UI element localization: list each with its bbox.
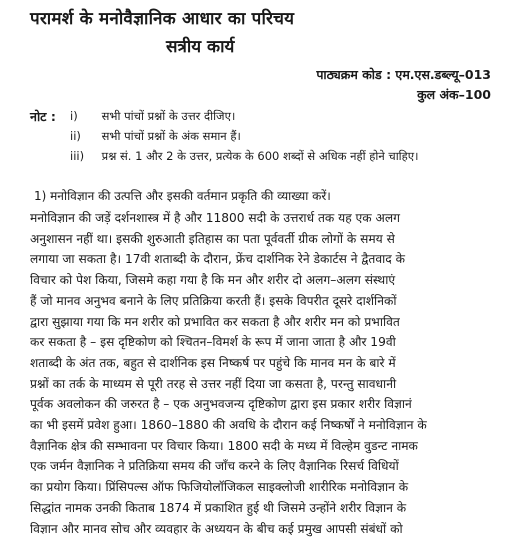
- note-label: नोट :: [30, 109, 56, 124]
- note-item-text: सभी पांचों प्रश्नों के अंक समान हैं।: [101, 129, 241, 143]
- note-item-number: iii): [70, 149, 85, 163]
- total-marks: कुल अंक–100: [417, 87, 491, 102]
- answer-line: विज्ञान और मानव सोच और व्यवहार के अध्ययन के बीच कई प्रमुख आपसी संबंधों को: [30, 521, 403, 536]
- note-item: [70, 129, 241, 144]
- answer-line: का प्रयोग किया। प्रिंसिपल्स ऑफ फिजियोलॉजिकल साइक्लोजी शारीरिक मनोविज्ञान के: [30, 480, 409, 495]
- answer-line: हैं जो मानव अनुभव बनाने के लिए प्रतिक्रिया करती हैं। इसके विपरीत दूसरे दार्शनिकों: [30, 293, 397, 308]
- answer-body: [30, 208, 490, 539]
- note-item-number: ii): [70, 129, 81, 143]
- answer-line: विचार को पेश किया, जिसमे कहा गया है कि मन और शरीर दो अलग–अलग संस्थाएं: [30, 273, 396, 288]
- answer-line: लगाया जा सकता है। 17वी शताब्दी के दौरान, फ्रेंच दार्शनिक रेने डेकार्टस ने द्वैतवाद के: [30, 252, 406, 267]
- document-subtitle: सत्रीय कार्य: [166, 37, 235, 57]
- answer-line: मनोविज्ञान की जड़ें दर्शनशास्त्र में है और 11800 सदी के उत्तरार्ध तक यह एक अलग: [30, 211, 400, 225]
- note-item-number: i): [70, 109, 78, 123]
- answer-line: का भी इसमें प्रवेश हुआ। 1860–1880 की अवधि के दौरान कई निष्कर्षों ने मनोविज्ञान के: [30, 418, 427, 433]
- document-title: परामर्श के मनोवैज्ञानिक आधार का परिचय: [30, 9, 295, 29]
- question-heading: 1) मनोविज्ञान की उत्पत्ति और इसकी वर्तमान प्रकृति की व्याख्या करें।: [34, 189, 331, 203]
- answer-line: द्वारा सुझाया गया कि मन शरीर को प्रभावित कर सकता है और शरीर मन को प्रभावित: [30, 314, 400, 329]
- answer-line: अनुशासन नहीं था। इसकी शुरुआती इतिहास का पता पूर्ववर्ती ग्रीक लोगों के समय से: [30, 231, 395, 246]
- note-item-text: प्रश्न सं. 1 और 2 के उत्तर, प्रत्येक के 600 शब्दों से अधिक नहीं होने चाहिए।: [101, 149, 419, 163]
- answer-line: शताब्दी के अंत तक, बहुत से दार्शनिक इस निष्कर्ष पर पहुंचे कि मानव मन के बारे में: [30, 355, 396, 370]
- answer-line: प्रश्नों का तर्क के माध्यम से पूरी तरह से उत्तर नहीं दिया जा कसता है, परन्तु सावधानी: [30, 376, 397, 391]
- answer-line: सिद्धांत नामक उनकी किताब 1874 में प्रकाशित हुई थी जिसमे उन्होंने शरीर विज्ञान के: [30, 500, 407, 515]
- course-code: पाठ्यक्रम कोड : एम.एस.डब्ल्यू–013: [316, 67, 491, 82]
- answer-line: कर सकता है – इस दृष्टिकोण को श्चितन–विमर्श के रूप में जाना जाता है और 19वी: [30, 335, 396, 350]
- answer-line: पूर्वक अवलोकन की जरुरत है – एक अनुभवजन्य दृष्टिकोण द्वारा इस प्रकार शरीर विज्ञानं: [30, 397, 412, 412]
- answer-line: एक जर्मन वैज्ञानिक ने प्रतिक्रिया समय की जाँच करने के लिए वैज्ञानिक रिसर्च विधियों: [30, 459, 399, 474]
- answer-line: वैज्ञानिक क्षेत्र की सम्भावना पर विचार किया। 1800 सदी के मध्य में विल्हेम वुडन्ट नामक: [30, 438, 418, 453]
- note-item-text: सभी पांचों प्रश्नों के उत्तर दीजिए।: [101, 109, 236, 123]
- note-item: [70, 149, 419, 164]
- note-item: [70, 109, 235, 124]
